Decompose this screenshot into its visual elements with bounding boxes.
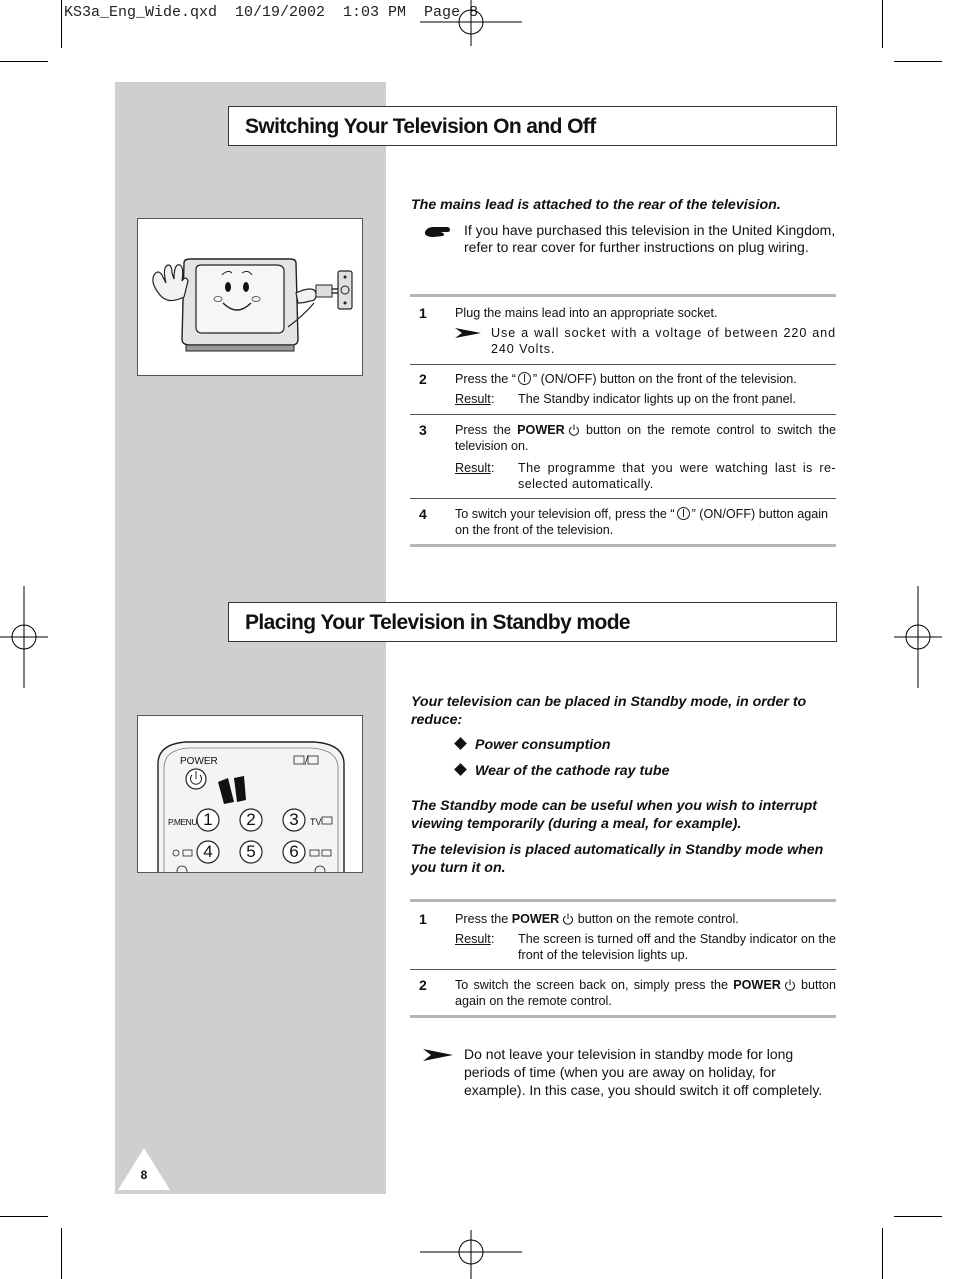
registration-mark-left [0, 586, 48, 688]
remote-illustration [137, 715, 363, 873]
page-number: 8 [140, 1168, 148, 1182]
step-text: To switch your television off, press the “ ” (ON/OFF) button again on the front of the television. [455, 507, 829, 537]
step-number: 4 [419, 506, 427, 522]
standby-usage-text: The Standby mode can be useful when you wish to interrupt viewing temporarily (during a meal, for example). [411, 798, 817, 832]
digit-5: 5 [246, 842, 256, 861]
standby-auto-text: The television is placed automatically in Standby mode when you turn it on. [411, 842, 824, 876]
result-text: The screen is turned off and the Standby indicator on the front of the television lights up. [518, 932, 836, 962]
section-title-box [228, 602, 837, 642]
registration-mark-right [894, 586, 942, 688]
step-text: Press the “ ” (ON/OFF) button on the front of the television. [455, 372, 797, 386]
step-text: To switch the screen back on, simply press the POWER button again on the remote control. [455, 978, 836, 1008]
digit-3: 3 [289, 810, 299, 829]
arrow-note-icon [455, 327, 481, 339]
bullet-item: Wear of the cathode ray tube [456, 762, 669, 780]
print-slug: KS3a_Eng_Wide.qxd 10/19/2002 1:03 PM Page 8 [64, 4, 479, 21]
step-text: Press the POWER button on the remote control to switch the television on. [455, 423, 836, 453]
registration-mark-top [420, 0, 522, 48]
result-label: Result [455, 932, 491, 946]
divider [410, 969, 836, 970]
result-colon: : [491, 392, 495, 406]
bullet-item: Power consumption [456, 736, 611, 754]
divider [410, 364, 836, 365]
power-icon [784, 979, 796, 991]
divider [410, 294, 836, 297]
standby-warning-note: Do not leave your television in standby mode for long periods of time (when you are away on holiday, for example). In this case, you should switch it off completely. [464, 1046, 823, 1098]
pmenu-button-label: P.MENU [168, 817, 197, 827]
result-label: Result [455, 461, 491, 475]
divider [410, 544, 836, 547]
divider [410, 498, 836, 499]
section-lead: The mains lead is attached to the rear of the television. [411, 197, 781, 213]
tv-illustration [137, 218, 363, 376]
power-button-label: POWER [180, 756, 218, 767]
digit-4: 4 [203, 842, 213, 861]
section-title: Switching Your Television On and Off [245, 115, 596, 138]
digit-1: 1 [203, 810, 213, 829]
result-colon: : [491, 461, 495, 475]
diamond-bullet-icon [454, 763, 467, 776]
step-number: 2 [419, 371, 427, 387]
divider [410, 899, 836, 902]
voltage-note: Use a wall socket with a voltage of between 220 and 240 Volts. [491, 326, 836, 356]
result-colon: : [491, 932, 495, 946]
arrow-note-icon [423, 1048, 453, 1062]
step-number: 1 [419, 305, 427, 321]
power-icon [568, 424, 580, 436]
on-off-symbol-icon [518, 372, 531, 385]
digit-6: 6 [289, 842, 299, 861]
step-text: Press the POWER button on the remote control. [455, 912, 739, 926]
step-text: Plug the mains lead into an appropriate socket. [455, 306, 718, 320]
uk-plug-note: If you have purchased this television in the United Kingdom, refer to rear cover for further instructions on plug wiring. [464, 222, 836, 255]
standby-lead: Your television can be placed in Standby mode, in order to reduce: [411, 694, 807, 728]
pointing-hand-icon [423, 224, 451, 240]
on-off-symbol-icon [677, 507, 690, 520]
result-label: Result [455, 392, 491, 406]
digit-2: 2 [246, 810, 256, 829]
power-icon [562, 913, 574, 925]
step-number: 1 [419, 911, 427, 927]
tv-button-label: TV [310, 817, 322, 827]
step-number: 3 [419, 422, 427, 438]
section-title: Placing Your Television in Standby mode [245, 611, 631, 634]
result-text: The Standby indicator lights up on the front panel. [518, 392, 796, 406]
result-text: The programme that you were watching last is re-selected automatically. [518, 461, 836, 491]
divider [410, 414, 836, 415]
section-title-box [228, 106, 837, 146]
divider [410, 1015, 836, 1018]
step-number: 2 [419, 977, 427, 993]
diamond-bullet-icon [454, 737, 467, 750]
registration-mark-bottom [420, 1230, 522, 1279]
